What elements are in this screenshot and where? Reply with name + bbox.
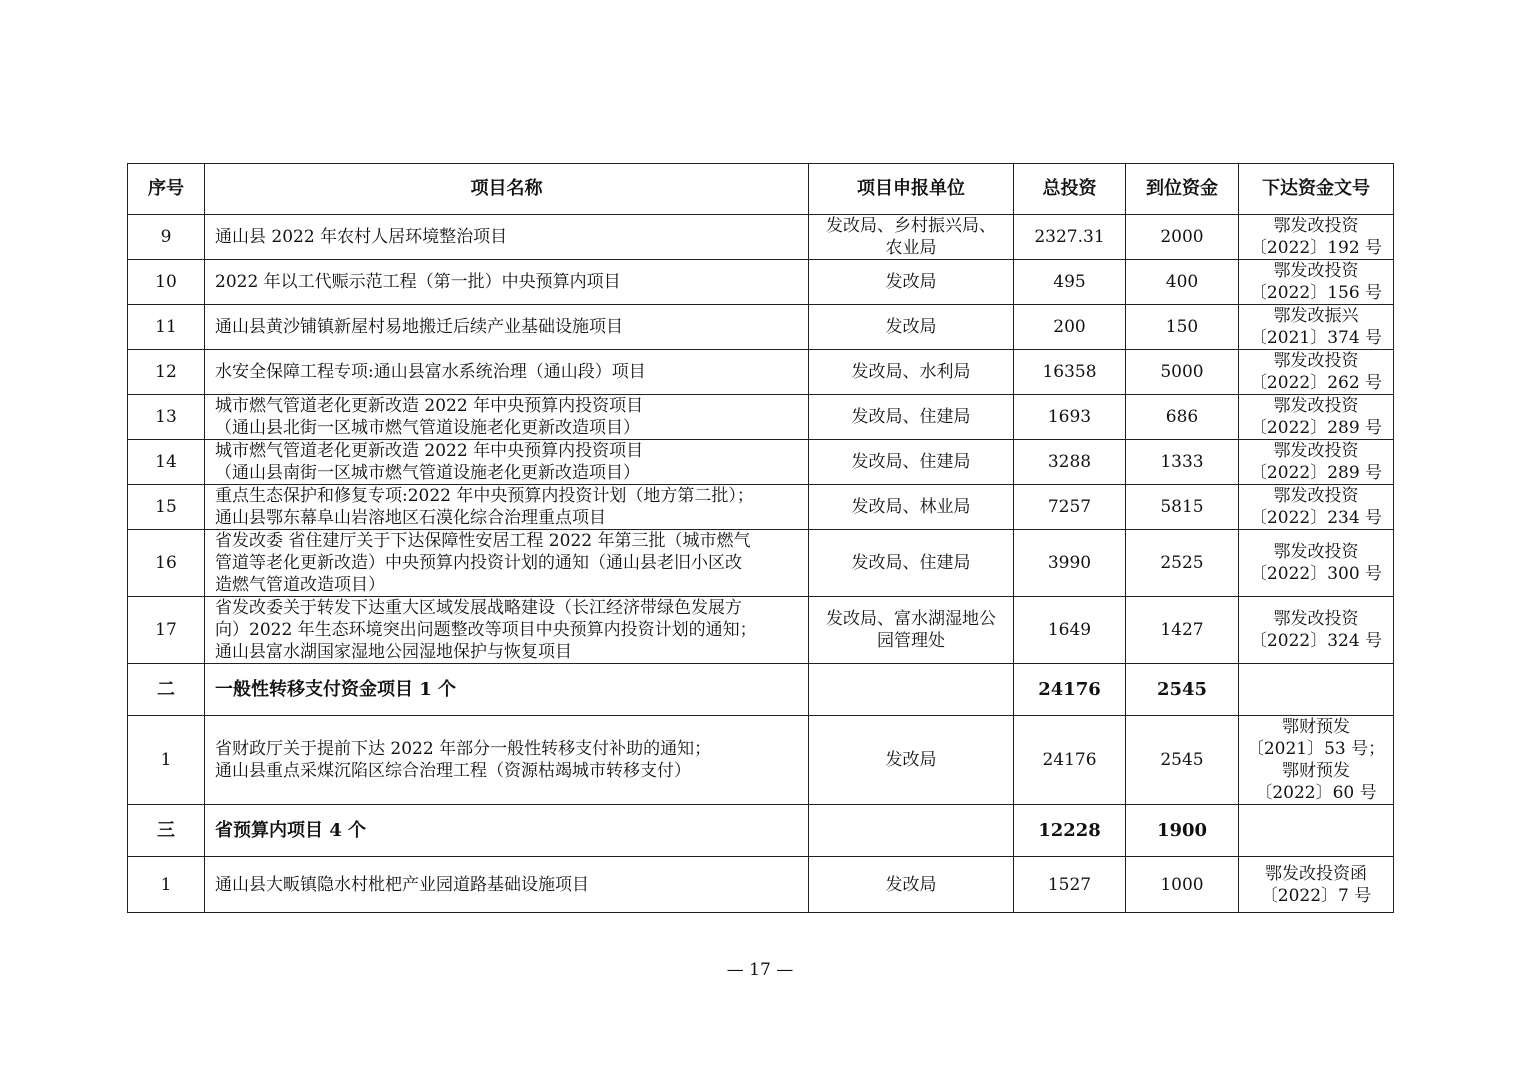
cell-document-number-line: 〔2022〕262 号 bbox=[1249, 373, 1383, 393]
cell-total-investment: 495 bbox=[1014, 260, 1126, 305]
cell-applicant-unit-line: 园管理处 bbox=[877, 631, 945, 651]
cell-applicant-unit bbox=[809, 805, 1014, 857]
table-body bbox=[128, 215, 1394, 913]
table-row bbox=[128, 305, 1394, 350]
cell-document-number bbox=[1239, 716, 1394, 805]
cell-document-number-line: 鄂发改振兴 bbox=[1273, 306, 1359, 326]
cell-applicant-unit-line: 发改局、住建局 bbox=[851, 553, 971, 573]
cell-total-investment: 200 bbox=[1014, 305, 1126, 350]
cell-project-name-line: 通山县鄂东幕阜山岩溶地区石漠化综合治理重点项目 bbox=[215, 508, 606, 528]
cell-seq: 16 bbox=[128, 530, 205, 597]
cell-project-name-line: （通山县南街一区城市燃气管道设施老化更新改造项目） bbox=[215, 463, 640, 483]
cell-funds-received: 5000 bbox=[1126, 350, 1239, 395]
cell-project-name bbox=[205, 530, 809, 597]
cell-total-investment: 1693 bbox=[1014, 395, 1126, 440]
cell-document-number-line: 〔2022〕192 号 bbox=[1249, 238, 1383, 258]
cell-project-name-line: 2022 年以工代赈示范工程（第一批）中央预算内项目 bbox=[215, 272, 621, 292]
cell-project-name bbox=[205, 440, 809, 485]
cell-seq: 14 bbox=[128, 440, 205, 485]
cell-project-name-line: 省预算内项目 4 个 bbox=[215, 819, 367, 841]
cell-document-number bbox=[1239, 597, 1394, 664]
cell-applicant-unit bbox=[809, 215, 1014, 260]
cell-applicant-unit-line: 发改局 bbox=[885, 874, 937, 895]
section-row bbox=[128, 805, 1394, 857]
cell-project-name-line: 造燃气管道改造项目） bbox=[215, 575, 385, 595]
cell-applicant-unit-line: 发改局、林业局 bbox=[851, 497, 971, 517]
cell-seq: 1 bbox=[128, 716, 205, 805]
header-funds-received: 到位资金 bbox=[1126, 164, 1239, 215]
cell-applicant-unit bbox=[809, 664, 1014, 716]
table-row bbox=[128, 857, 1394, 913]
cell-project-name bbox=[205, 805, 809, 857]
cell-applicant-unit bbox=[809, 597, 1014, 664]
cell-seq: 10 bbox=[128, 260, 205, 305]
cell-applicant-unit-line: 发改局、乡村振兴局、 bbox=[826, 216, 996, 236]
cell-funds-received: 2000 bbox=[1126, 215, 1239, 260]
cell-funds-received: 150 bbox=[1126, 305, 1239, 350]
cell-document-number-line: 鄂发改投资 bbox=[1273, 441, 1359, 461]
cell-document-number-line: 〔2022〕7 号 bbox=[1260, 885, 1372, 906]
cell-project-name-line: 通山县 2022 年农村人居环境整治项目 bbox=[215, 227, 508, 247]
cell-document-number-line: 鄂财预发 bbox=[1282, 717, 1350, 737]
cell-document-number-line: 〔2022〕289 号 bbox=[1249, 418, 1383, 438]
cell-funds-received: 2525 bbox=[1126, 530, 1239, 597]
cell-project-name-line: 水安全保障工程专项:通山县富水系统治理（通山段）项目 bbox=[215, 362, 646, 382]
cell-document-number-line: 鄂发改投资 bbox=[1273, 542, 1359, 562]
cell-applicant-unit-line: 发改局、水利局 bbox=[851, 362, 971, 382]
cell-project-name-line: 省发改委 省住建厅关于下达保障性安居工程 2022 年第三批（城市燃气 bbox=[215, 531, 751, 551]
cell-funds-received: 1900 bbox=[1126, 805, 1239, 857]
cell-project-name-line: 管道等老化更新改造）中央预算内投资计划的通知（通山县老旧小区改 bbox=[215, 553, 742, 573]
cell-applicant-unit bbox=[809, 440, 1014, 485]
cell-project-name-line: 省发改委关于转发下达重大区域发展战略建设（长江经济带绿色发展方 bbox=[215, 598, 742, 618]
cell-project-name bbox=[205, 716, 809, 805]
cell-project-name-line: 通山县富水湖国家湿地公园湿地保护与恢复项目 bbox=[215, 642, 572, 662]
cell-applicant-unit bbox=[809, 716, 1014, 805]
header-applicant-unit: 项目申报单位 bbox=[809, 164, 1014, 215]
cell-funds-received: 2545 bbox=[1126, 664, 1239, 716]
cell-document-number-line: 鄂发改投资 bbox=[1273, 609, 1359, 629]
cell-total-investment: 1649 bbox=[1014, 597, 1126, 664]
cell-document-number-line: 鄂发改投资函 bbox=[1265, 863, 1367, 884]
table-row bbox=[128, 350, 1394, 395]
cell-applicant-unit bbox=[809, 857, 1014, 913]
cell-total-investment: 7257 bbox=[1014, 485, 1126, 530]
cell-seq: 1 bbox=[128, 857, 205, 913]
cell-applicant-unit-line: 发改局 bbox=[885, 317, 937, 337]
table-row bbox=[128, 395, 1394, 440]
header-project-name: 项目名称 bbox=[205, 164, 809, 215]
cell-document-number-line: 鄂发改投资 bbox=[1273, 396, 1359, 416]
cell-total-investment: 3990 bbox=[1014, 530, 1126, 597]
header-seq: 序号 bbox=[128, 164, 205, 215]
funding-table bbox=[127, 163, 1394, 913]
cell-seq: 11 bbox=[128, 305, 205, 350]
cell-project-name-line: 通山县重点采煤沉陷区综合治理工程（资源枯竭城市转移支付） bbox=[215, 761, 691, 781]
cell-applicant-unit bbox=[809, 260, 1014, 305]
cell-project-name-line: 向）2022 年生态环境突出问题整改等项目中央预算内投资计划的通知； bbox=[215, 620, 757, 640]
cell-document-number-line: 〔2021〕374 号 bbox=[1249, 328, 1383, 348]
cell-document-number-line: 〔2022〕60 号 bbox=[1255, 783, 1377, 803]
cell-project-name bbox=[205, 485, 809, 530]
cell-applicant-unit-line: 发改局 bbox=[885, 272, 937, 292]
cell-document-number bbox=[1239, 485, 1394, 530]
cell-document-number bbox=[1239, 395, 1394, 440]
cell-project-name bbox=[205, 395, 809, 440]
table-row bbox=[128, 440, 1394, 485]
cell-project-name-line: （通山县北街一区城市燃气管道设施老化更新改造项目） bbox=[215, 418, 640, 438]
cell-project-name bbox=[205, 597, 809, 664]
cell-document-number-line: 〔2022〕289 号 bbox=[1249, 463, 1383, 483]
cell-funds-received: 400 bbox=[1126, 260, 1239, 305]
cell-document-number bbox=[1239, 664, 1394, 716]
cell-funds-received: 5815 bbox=[1126, 485, 1239, 530]
cell-document-number-line: 〔2021〕53 号； bbox=[1246, 739, 1386, 759]
table-row bbox=[128, 716, 1394, 805]
cell-document-number bbox=[1239, 260, 1394, 305]
cell-document-number-line: 鄂财预发 bbox=[1282, 761, 1350, 781]
cell-project-name-line: 重点生态保护和修复专项:2022 年中央预算内投资计划（地方第二批）； bbox=[215, 486, 754, 506]
cell-total-investment: 1527 bbox=[1014, 857, 1126, 913]
cell-document-number-line: 鄂发改投资 bbox=[1273, 261, 1359, 281]
cell-seq: 17 bbox=[128, 597, 205, 664]
header-document-number: 下达资金文号 bbox=[1239, 164, 1394, 215]
cell-applicant-unit-line: 发改局 bbox=[885, 750, 937, 770]
cell-project-name-line: 通山县黄沙铺镇新屋村易地搬迁后续产业基础设施项目 bbox=[215, 317, 623, 337]
cell-document-number-line: 〔2022〕324 号 bbox=[1249, 631, 1383, 651]
cell-document-number bbox=[1239, 440, 1394, 485]
cell-funds-received: 1000 bbox=[1126, 857, 1239, 913]
cell-total-investment: 16358 bbox=[1014, 350, 1126, 395]
cell-seq: 二 bbox=[128, 664, 205, 716]
cell-applicant-unit bbox=[809, 485, 1014, 530]
cell-applicant-unit bbox=[809, 530, 1014, 597]
cell-document-number bbox=[1239, 805, 1394, 857]
cell-seq: 9 bbox=[128, 215, 205, 260]
cell-project-name bbox=[205, 305, 809, 350]
cell-applicant-unit-line: 发改局、住建局 bbox=[851, 452, 971, 472]
cell-document-number bbox=[1239, 530, 1394, 597]
cell-project-name-line: 省财政厅关于提前下达 2022 年部分一般性转移支付补助的通知； bbox=[215, 739, 712, 759]
cell-total-investment: 24176 bbox=[1014, 664, 1126, 716]
cell-project-name-line: 通山县大畈镇隐水村枇杷产业园道路基础设施项目 bbox=[215, 874, 589, 895]
cell-total-investment: 3288 bbox=[1014, 440, 1126, 485]
table-header-row bbox=[128, 164, 1394, 215]
cell-document-number-line: 〔2022〕234 号 bbox=[1249, 508, 1383, 528]
cell-applicant-unit bbox=[809, 395, 1014, 440]
cell-funds-received: 1427 bbox=[1126, 597, 1239, 664]
table-row bbox=[128, 530, 1394, 597]
section-row bbox=[128, 664, 1394, 716]
cell-applicant-unit bbox=[809, 305, 1014, 350]
cell-document-number-line: 鄂发改投资 bbox=[1273, 216, 1359, 236]
cell-total-investment: 2327.31 bbox=[1014, 215, 1126, 260]
cell-applicant-unit-line: 发改局、住建局 bbox=[851, 407, 971, 427]
cell-project-name bbox=[205, 664, 809, 716]
cell-project-name bbox=[205, 260, 809, 305]
cell-project-name bbox=[205, 215, 809, 260]
cell-applicant-unit bbox=[809, 350, 1014, 395]
cell-seq: 12 bbox=[128, 350, 205, 395]
cell-document-number bbox=[1239, 350, 1394, 395]
cell-seq: 15 bbox=[128, 485, 205, 530]
page-number: — 17 — bbox=[726, 960, 794, 980]
cell-funds-received: 686 bbox=[1126, 395, 1239, 440]
cell-applicant-unit-line: 发改局、富水湖湿地公 bbox=[826, 609, 996, 629]
cell-document-number-line: 〔2022〕156 号 bbox=[1249, 283, 1383, 303]
table-row bbox=[128, 215, 1394, 260]
cell-project-name-line: 城市燃气管道老化更新改造 2022 年中央预算内投资项目 bbox=[215, 396, 644, 416]
cell-seq: 13 bbox=[128, 395, 205, 440]
cell-project-name-line: 城市燃气管道老化更新改造 2022 年中央预算内投资项目 bbox=[215, 441, 644, 461]
cell-funds-received: 1333 bbox=[1126, 440, 1239, 485]
table-row bbox=[128, 260, 1394, 305]
table-row bbox=[128, 485, 1394, 530]
cell-funds-received: 2545 bbox=[1126, 716, 1239, 805]
cell-project-name-line: 一般性转移支付资金项目 1 个 bbox=[215, 678, 457, 700]
cell-seq: 三 bbox=[128, 805, 205, 857]
cell-applicant-unit-line: 农业局 bbox=[885, 238, 937, 258]
cell-document-number-line: 鄂发改投资 bbox=[1273, 351, 1359, 371]
cell-total-investment: 24176 bbox=[1014, 716, 1126, 805]
cell-document-number bbox=[1239, 857, 1394, 913]
table-row bbox=[128, 597, 1394, 664]
cell-total-investment: 12228 bbox=[1014, 805, 1126, 857]
cell-document-number-line: 鄂发改投资 bbox=[1273, 486, 1359, 506]
header-total-investment: 总投资 bbox=[1014, 164, 1126, 215]
cell-document-number bbox=[1239, 215, 1394, 260]
cell-document-number bbox=[1239, 305, 1394, 350]
cell-project-name bbox=[205, 857, 809, 913]
cell-project-name bbox=[205, 350, 809, 395]
cell-document-number-line: 〔2022〕300 号 bbox=[1249, 564, 1383, 584]
